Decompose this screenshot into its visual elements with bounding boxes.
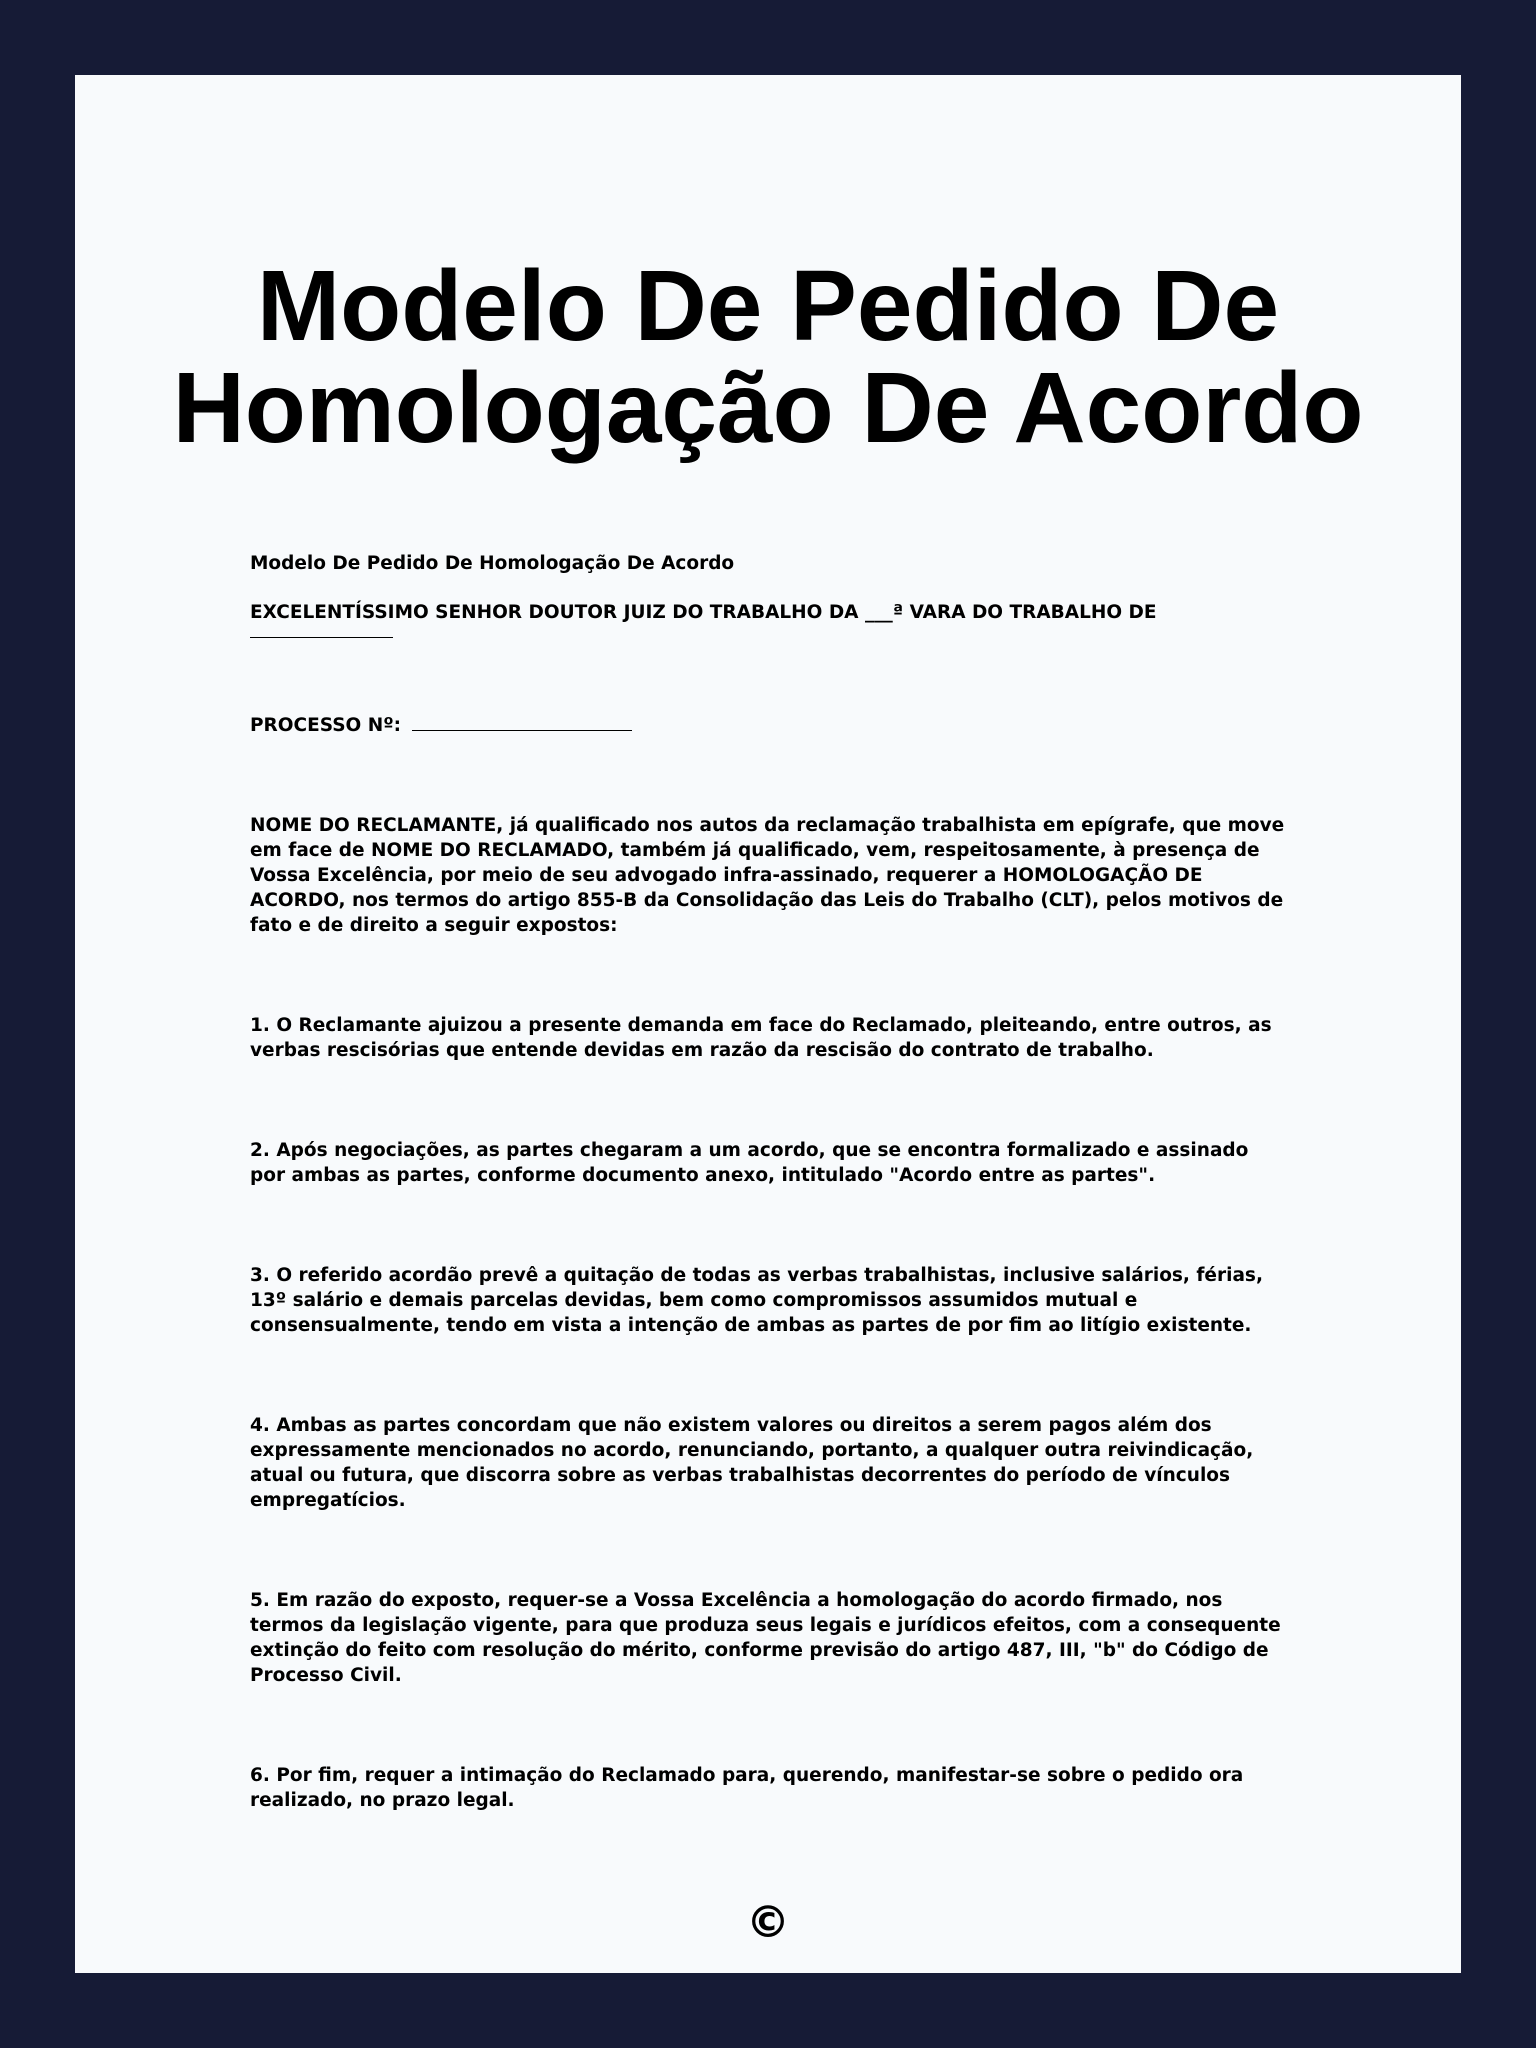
numbered-paragraph-3: 3. O referido acordão prevê a quitação de todas as verbas trabalhistas, inclusive salários, férias, 13º salário e demais parcelas devidas, bem como compromissos assumidos mutual e consensualmente, tendo em vista a intenção de ambas as partes de por fim ao litígio existente. xyxy=(250,1265,1263,1336)
numbered-paragraph-6: 6. Por fim, requer a intimação do Reclamado para, querendo, manifestar-se sobre o pedido ora realizado, no prazo legal. xyxy=(250,1765,1244,1811)
process-number-label: PROCESSO Nº: xyxy=(250,715,402,736)
numbered-paragraph-4: 4. Ambas as partes concordam que não existem valores ou direitos a serem pagos além dos expressamente mencionados no acordo, renunciando, portanto, a qualquer outra reivindicação, atual ou futura, que discorra sobre as verbas trabalhistas decorrentes do período de vínculos empregatícios. xyxy=(250,1415,1254,1511)
process-number-line xyxy=(250,712,1285,738)
intro-paragraph: NOME DO RECLAMANTE, já qualificado nos autos da reclamação trabalhista em epígrafe, que move em face de NOME DO RECLAMADO, também já qualificado, vem, respeitosamente, à presença de Vossa Excelência, por meio de seu advogado infra-assinado, requerer a HOMOLOGAÇÃO DE ACORDO, nos termos do artigo 855-B da Consolidação das Leis do Trabalho (CLT), pelos motivos de fato e de direito a seguir expostos: xyxy=(250,815,1285,936)
document-title xyxy=(75,250,1461,464)
copyright-icon: © xyxy=(746,1897,790,1948)
numbered-paragraph-2: 2. Após negociações, as partes chegaram a um acordo, que se encontra formalizado e assinado por ambas as partes, conforme documento anexo, intitulado "Acordo entre as partes". xyxy=(250,1140,1249,1186)
numbered-paragraph-5: 5. Em razão do exposto, requer-se a Vossa Excelência a homologação do acordo firmado, nos termos da legislação vigente, para que produza seus legais e jurídicos efeitos, com a consequente extinção do feito com resolução do mérito, conforme previsão do artigo 487, III, "b" do Código de Processo Civil. xyxy=(250,1590,1281,1686)
document-title-line-2: Homologação De Acordo xyxy=(172,352,1364,464)
court-location-blank-line xyxy=(250,625,393,638)
process-number-blank-line xyxy=(412,712,632,731)
document-title-line-1: Modelo De Pedido De xyxy=(256,250,1280,362)
court-address: EXCELENTÍSSIMO SENHOR DOUTOR JUIZ DO TRABALHO DA ___ª VARA DO TRABALHO DE xyxy=(250,602,1157,623)
document-heading: Modelo De Pedido De Homologação De Acordo xyxy=(250,553,735,574)
document-body xyxy=(250,551,1285,1813)
document-page xyxy=(75,75,1461,1973)
numbered-paragraph-1: 1. O Reclamante ajuizou a presente demanda em face do Reclamado, pleiteando, entre outros, as verbas rescisórias que entende devidas em razão da rescisão do contrato de trabalho. xyxy=(250,1015,1272,1061)
